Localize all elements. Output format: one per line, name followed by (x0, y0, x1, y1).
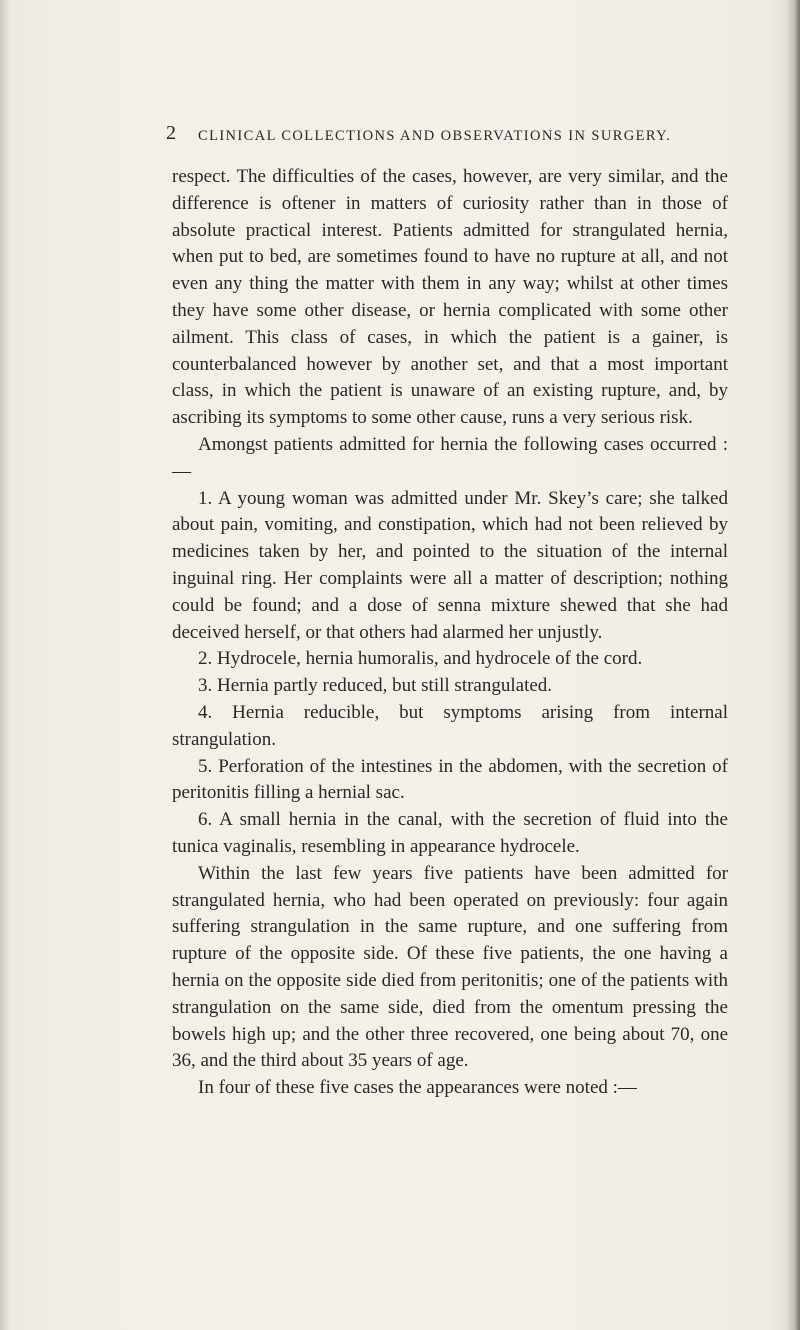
page-number: 2 (166, 122, 176, 144)
list-item-5: 5. Perforation of the intestines in the abdomen, with the secretion of peritonitis filling a hernial sac. (172, 755, 728, 804)
page-binding-shadow (786, 0, 800, 1330)
paragraph: Within the last few years five patients have been admitted for strangulated hernia, who had been operated on previously: four again suffering strangulation in the same rupture, and one suffering from rupture of the opposite side. Of these five patients, the one having a hernia on the opposite side died from peritonitis; one of the patients with strangulation on the same side, died from the omentum pressing the bowels high up; and the other three recovered, one being about 70, one 36, and the third about 35 years of age. (172, 862, 728, 1072)
list-item-1: 1. A young woman was admitted under Mr. Skey’s care; she talked about pain, vomiting, and constipation, which had not been relieved by medicines taken by her, and pointed to the situation of the internal inguinal ring. Her complaints were all a matter of description; nothing could be found; and a dose of senna mixture shewed that she had deceived herself, or that others had alarmed her unjustly. (172, 487, 728, 643)
paragraph: Amongst patients admitted for hernia the following cases occurred :— (172, 433, 728, 482)
body-text (172, 164, 728, 1102)
running-head-title: CLINICAL COLLECTIONS AND OBSERVATIONS IN SURGERY. (198, 128, 672, 144)
page-left-shadow (0, 0, 10, 1330)
list-item-2: 2. Hydrocele, hernia humoralis, and hydrocele of the cord. (198, 648, 643, 670)
list-item-6: 6. A small hernia in the canal, with the secretion of fluid into the tunica vaginalis, resembling in appearance hydrocele. (172, 809, 728, 857)
paragraph: In four of these five cases the appearances were noted :— (198, 1077, 637, 1099)
paragraph-continuation: respect. The difficulties of the cases, however, are very similar, and the difference is oftener in matters of curiosity rather than in those of absolute practical interest. Patients admitted for strangulated hernia, when put to bed, are sometimes found to have no rupture at all, and not even any thing the matter with them in any way; whilst at other times they have some other disease, or hernia complicated with some other ailment. This class of cases, in which the patient is a gainer, is counterbalanced however by another set, and that a most important class, in which the patient is unaware of an existing rupture, and, by ascribing its symptoms to some other cause, runs a very serious risk. (172, 166, 728, 429)
list-item-4: 4. Hernia reducible, but symptoms arising from internal strangulation. (172, 701, 728, 750)
list-item-3: 3. Hernia partly reduced, but still strangulated. (198, 675, 553, 697)
